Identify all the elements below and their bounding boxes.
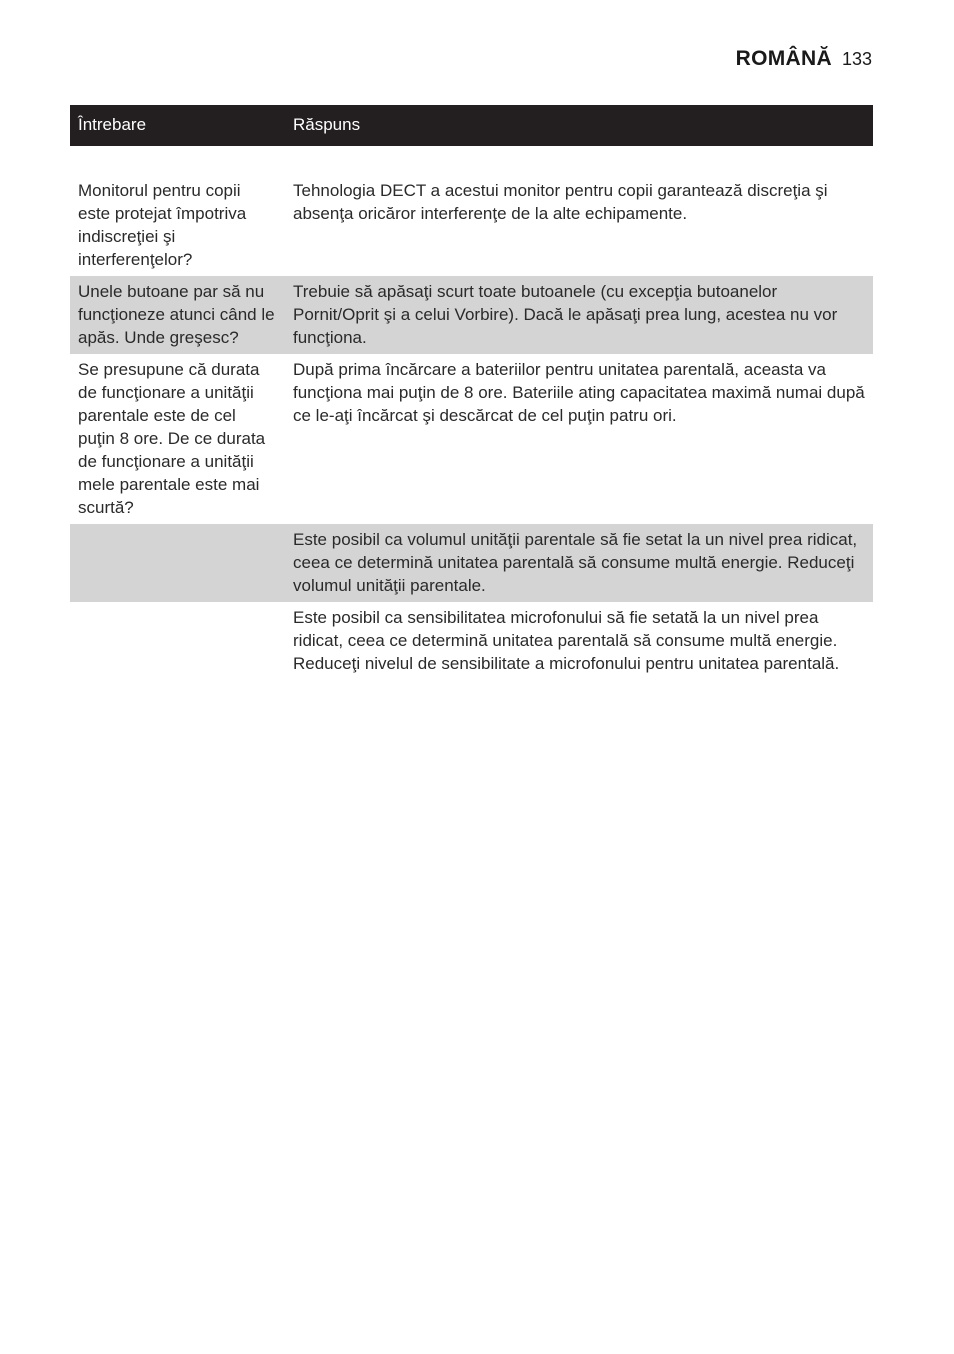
- answer-cell: Tehnologia DECT a acestui monitor pentru copii garantează discreţia şi absenţa oricăror interferenţe de la alte echipamente.: [293, 181, 828, 223]
- page-header: [736, 47, 872, 71]
- question-cell: Monitorul pentru copii este protejat împotriva indiscreţiei şi interferenţelor?: [78, 181, 247, 269]
- table-row: [70, 602, 873, 680]
- table-spacer: [70, 146, 873, 175]
- table-row: [70, 276, 873, 354]
- language-label: ROMÂNĂ: [735, 47, 832, 70]
- question-cell: [70, 602, 285, 680]
- question-cell: Unele butoane par să nu funcţioneze atunci când le apăs. Unde greşesc?: [70, 276, 285, 354]
- question-cell: [70, 524, 285, 602]
- answer-cell: Este posibil ca sensibilitatea microfonului să fie setată la un nivel prea ridicat, ceea ce determină unitatea parentală să consume multă energie. Reduceţi nivelul de sensibilitate a microfonului pentru unitatea parentală.: [293, 608, 840, 673]
- page-number: 133: [841, 49, 872, 69]
- table-row: [70, 524, 873, 602]
- table-header-row: [70, 105, 873, 146]
- question-cell: Se presupune că durata de funcţionare a unităţii parentale este de cel puţin 8 ore. De ce durata de funcţionare a unităţii mele parentale este mai scurtă?: [78, 360, 266, 517]
- table-row: [70, 175, 873, 276]
- answer-cell: Este posibil ca volumul unităţii parentale să fie setat la un nivel prea ridicat, ceea ce determină unitatea parentală să consume multă energie. Reduceţi volumul unităţii parentale.: [285, 524, 873, 602]
- column-header-question: Întrebare: [70, 105, 285, 146]
- answer-cell: După prima încărcare a bateriilor pentru unitatea parentală, aceasta va funcţiona mai puţin de 8 ore. Bateriile ating capacitatea maximă numai după ce le-aţi încărcat şi descărcat de cel puţin patru ori.: [293, 360, 865, 425]
- answer-cell: Trebuie să apăsaţi scurt toate butoanele (cu excepţia butoanelor Pornit/Oprit şi a celui Vorbire). Dacă le apăsaţi prea lung, acestea nu vor funcţiona.: [285, 276, 873, 354]
- faq-table: [70, 105, 873, 680]
- column-header-answer: Răspuns: [285, 105, 873, 146]
- table-row: [70, 354, 873, 524]
